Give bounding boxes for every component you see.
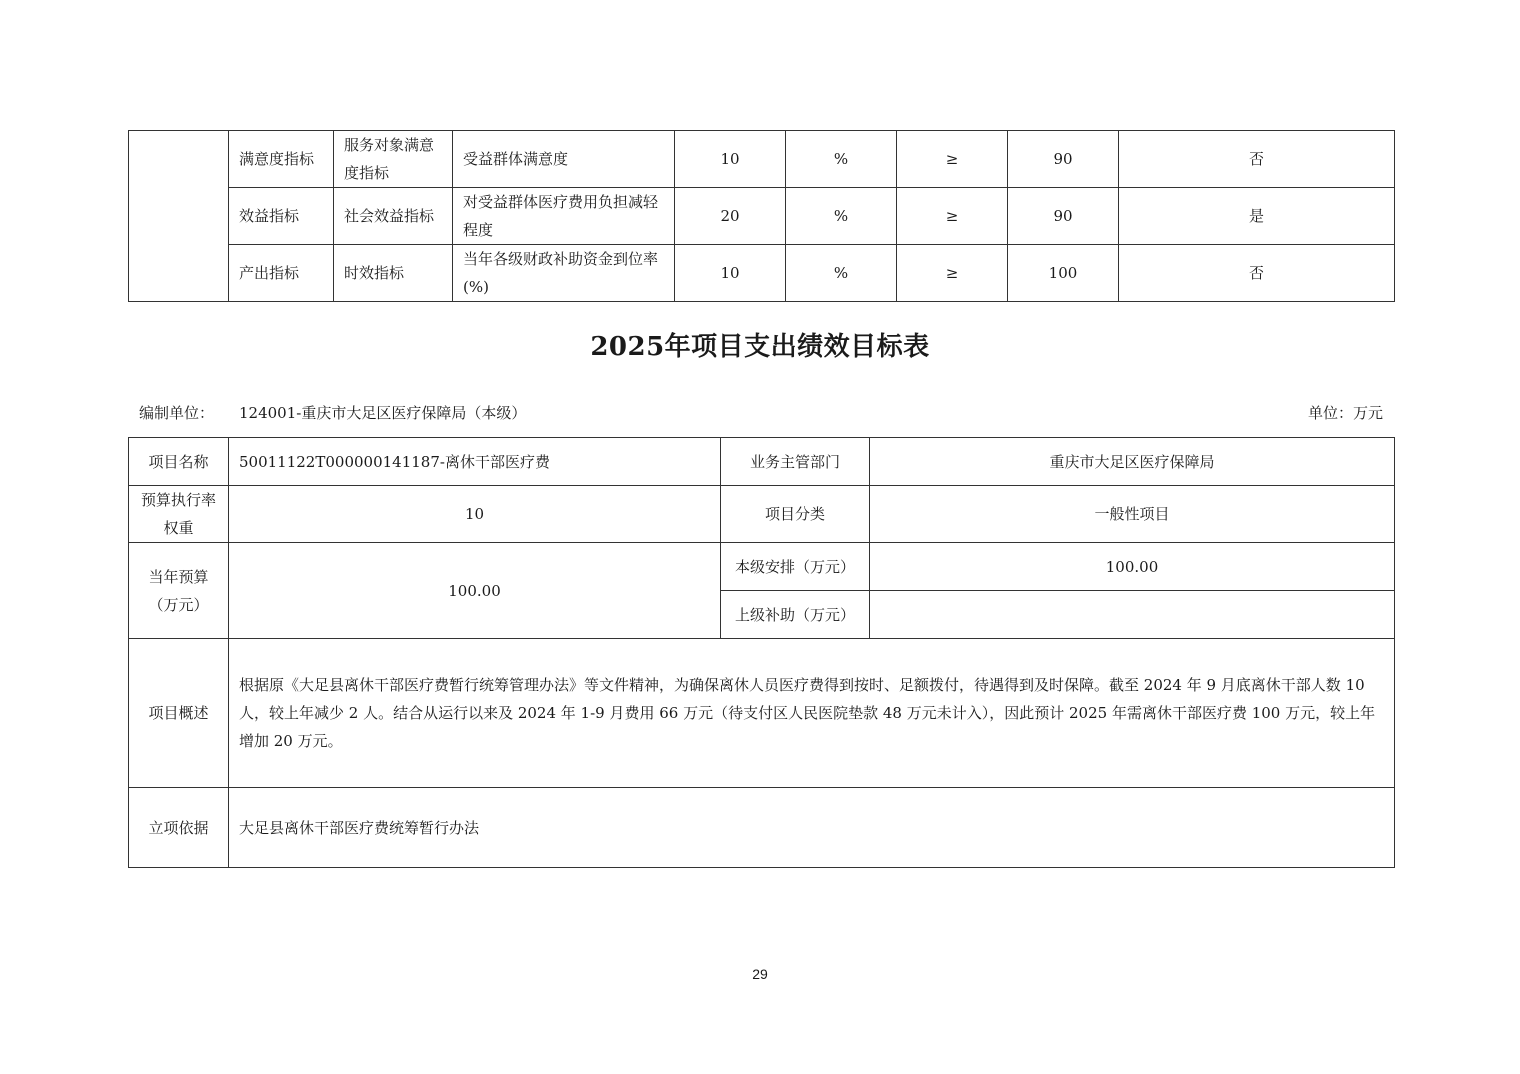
indicator-unit: % [786,245,897,302]
project-name-label: 项目名称 [129,438,229,486]
dept-label: 业务主管部门 [721,438,870,486]
indicator-unit: % [786,188,897,245]
overview-label: 项目概述 [129,639,229,788]
page-title: 2025年项目支出绩效目标表 [590,332,930,362]
indicator-operator: ≥ [897,245,1008,302]
basis-row [129,788,1395,868]
level3-indicator: 对受益群体医疗费用负担减轻程度 [453,188,675,245]
indicator-operator: ≥ [897,188,1008,245]
category-value: 一般性项目 [870,486,1395,543]
budget-value: 100.00 [229,543,721,639]
indicator-core: 是 [1119,188,1395,245]
indicator-unit: % [786,131,897,188]
page-number: 29 [752,966,768,982]
indicator-target: 90 [1008,188,1119,245]
indicator-weight: 10 [675,245,786,302]
indicator-target: 100 [1008,245,1119,302]
project-name-value: 50011122T000000141187-离休干部医疗费 [229,438,721,486]
level1-indicator: 满意度指标 [229,131,334,188]
dept-value: 重庆市大足区医疗保障局 [870,438,1395,486]
level2-indicator: 时效指标 [334,245,453,302]
indicator-target: 90 [1008,131,1119,188]
weight-row [129,486,1395,543]
unit-text: 单位：万元 [1307,404,1383,422]
org-value: 124001-重庆市大足区医疗保障局（本级） [239,404,527,422]
weight-value: 10 [229,486,721,543]
org-line [139,402,526,423]
weight-label: 预算执行率权重 [129,486,229,543]
local-label: 本级安排（万元） [721,543,870,591]
level2-indicator: 服务对象满意度指标 [334,131,453,188]
project-table [128,437,1395,868]
level2-indicator: 社会效益指标 [334,188,453,245]
indicator-group-cell [129,131,229,302]
category-label: 项目分类 [721,486,870,543]
indicator-operator: ≥ [897,131,1008,188]
indicator-core: 否 [1119,131,1395,188]
indicator-weight: 10 [675,131,786,188]
org-label: 编制单位： [139,404,215,422]
indicator-row [129,131,1395,188]
overview-value: 根据原《大足县离休干部医疗费暂行统筹管理办法》等文件精神，为确保离休人员医疗费得到按时、足额拨付，待遇得到及时保障。截至 2024 年 9 月底离休干部人数 10 人，较上年减少 2 人。结合从运行以来及 2024 年 1-9 月费用 66 万元（待支付区人民医院垫款 48 万元未计入），因此预计 2025 年需离休干部医疗费 100 万元，较上年增加 20 万元。 [229,639,1395,788]
upper-value [870,591,1395,639]
indicator-row [129,188,1395,245]
indicator-core: 否 [1119,245,1395,302]
local-value: 100.00 [870,543,1395,591]
upper-label: 上级补助（万元） [721,591,870,639]
basis-label: 立项依据 [129,788,229,868]
level3-indicator: 当年各级财政补助资金到位率(%) [453,245,675,302]
level1-indicator: 效益指标 [229,188,334,245]
overview-row [129,639,1395,788]
indicator-weight: 20 [675,188,786,245]
budget-row [129,543,1395,591]
indicator-table [128,130,1395,302]
indicator-row [129,245,1395,302]
level1-indicator: 产出指标 [229,245,334,302]
budget-label: 当年预算（万元） [129,543,229,639]
basis-value: 大足县离休干部医疗费统筹暂行办法 [229,788,1395,868]
project-name-row [129,438,1395,486]
level3-indicator: 受益群体满意度 [453,131,675,188]
